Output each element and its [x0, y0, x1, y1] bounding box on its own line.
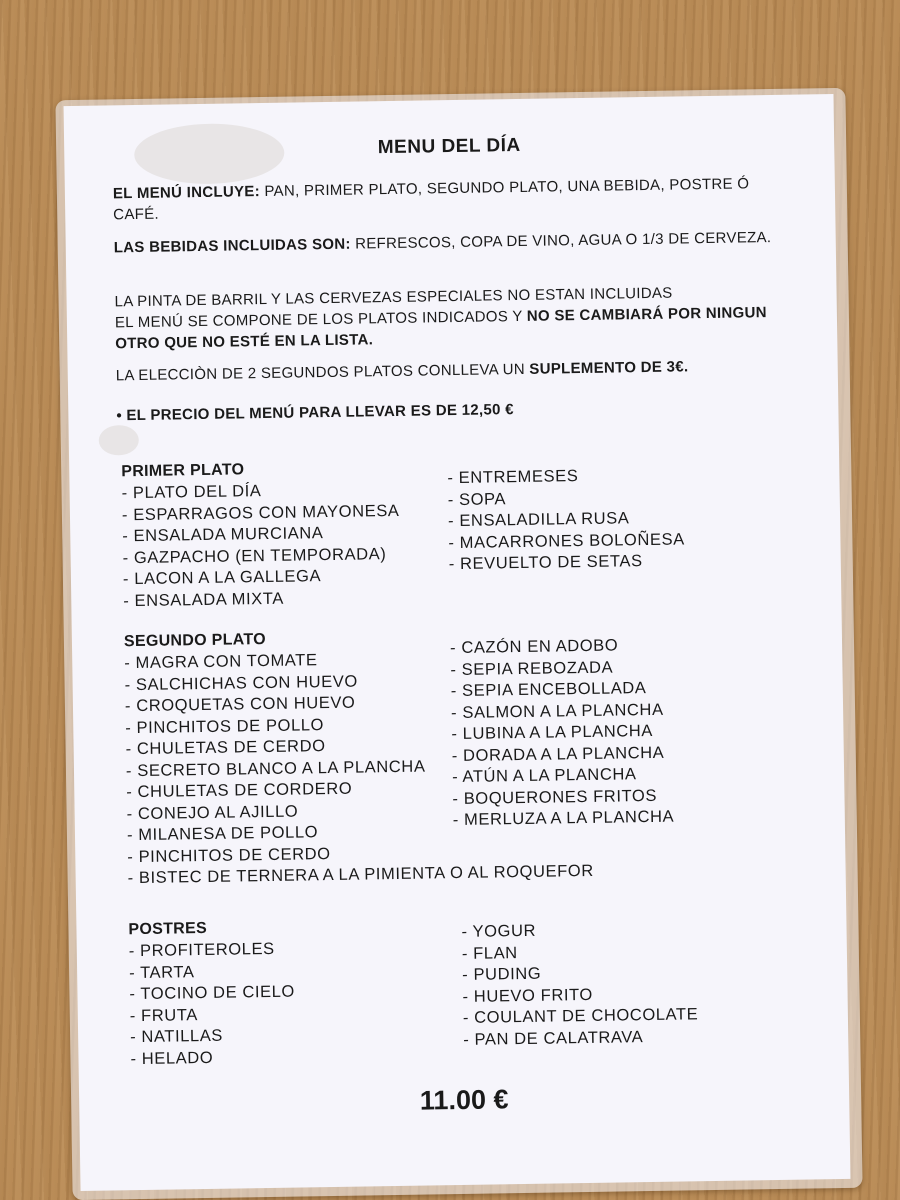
drinks-label: LAS BEBIDAS INCLUIDAS SON:: [113, 235, 351, 257]
postres-right: [461, 918, 698, 1051]
dish-item: - BOQUERONES FRITOS: [452, 786, 658, 808]
note-plain: EL MENÚ SE COMPONE DE LOS PLATOS INDICADOS Y: [114, 307, 527, 332]
supplement-bold: SUPLEMENTO DE 3€.: [529, 358, 689, 378]
dish-item: - SEPIA ENCEBOLLADA: [450, 679, 647, 701]
dish-item: - LUBINA A LA PLANCHA: [451, 721, 654, 744]
dish-item: - ENSALADA MIXTA: [123, 589, 285, 610]
drinks-paragraph: [114, 227, 774, 258]
dish-item: - REVUELTO DE SETAS: [448, 552, 643, 574]
dish-item: - YOGUR: [461, 921, 537, 941]
dish-item: - ENSALADA MURCIANA: [122, 524, 324, 546]
drinks-text: REFRESCOS, COPA DE VINO, AGUA O 1/3 DE CERVEZA.: [350, 229, 772, 253]
dish-item: - SEPIA REBOZADA: [450, 658, 614, 679]
includes-text: PAN, PRIMER PLATO, SEGUNDO PLATO, UNA BEBIDA, POSTRE Ó CAFÉ.: [113, 175, 750, 224]
supplement-paragraph: [116, 355, 776, 386]
dish-item: - NATILLAS: [130, 1026, 224, 1047]
dish-item: - ENSALADILLA RUSA: [447, 509, 630, 531]
menu-title: MENU DEL DÍA: [377, 134, 521, 159]
dish-item: - MAGRA CON TOMATE: [124, 651, 318, 673]
segundo-plato-title: SEGUNDO PLATO: [123, 631, 267, 651]
dish-item: - PINCHITOS DE POLLO: [125, 715, 325, 737]
dish-item: - SALMON A LA PLANCHA: [450, 700, 664, 722]
primer-plato-title: PRIMER PLATO: [121, 461, 245, 481]
supplement-plain: LA ELECCIÒN DE 2 SEGUNDOS PLATOS CONLLEVA UN: [115, 360, 530, 385]
dish-item: - MILANESA DE POLLO: [126, 823, 319, 845]
dish-item: - FLAN: [461, 943, 518, 963]
conditions-paragraph: [114, 281, 775, 354]
dish-item: - BISTEC DE TERNERA A LA PIMIENTA O AL ROQUEFOR: [127, 861, 594, 888]
takeaway-price-note: • EL PRECIO DEL MENÚ PARA LLEVAR ES DE 12,50 €: [116, 401, 514, 425]
includes-label: EL MENÚ INCLUYE:: [112, 183, 261, 203]
note-bold: NO SE CAMBIARÁ POR NINGUN OTRO QUE NO ESTÉ EN LA LISTA.: [115, 304, 767, 353]
dish-item: - HELADO: [130, 1048, 214, 1068]
dish-item: - PROFITEROLES: [128, 939, 275, 961]
dish-item: - MACARRONES BOLOÑESA: [448, 529, 685, 552]
dish-item: - CHULETAS DE CORDERO: [126, 779, 353, 802]
dish-item: - TOCINO DE CIELO: [129, 982, 296, 1004]
dish-item: - SALCHICHAS CON HUEVO: [124, 672, 358, 694]
dish-item: - ATÚN A LA PLANCHA: [451, 765, 637, 787]
dish-item: - DORADA A LA PLANCHA: [451, 743, 665, 765]
postres-title: POSTRES: [128, 919, 208, 939]
stain: [99, 425, 139, 456]
dish-item: - MERLUZA A LA PLANCHA: [452, 807, 675, 830]
dish-item: - GAZPACHO (EN TEMPORADA): [122, 544, 387, 567]
dish-item: - PAN DE CALATRAVA: [463, 1027, 644, 1049]
menu-sheet: [64, 94, 851, 1191]
dish-item: - CROQUETAS CON HUEVO: [124, 693, 356, 716]
dish-item: - PLATO DEL DÍA: [121, 482, 262, 503]
dish-item: - ESPARRAGOS CON MAYONESA: [121, 501, 400, 524]
menu-price: 11.00 €: [419, 1084, 509, 1116]
dish-item: - FRUTA: [129, 1005, 199, 1025]
dish-item: - LACON A LA GALLEGA: [122, 567, 322, 589]
primer-plato-left: [121, 479, 401, 612]
dish-item: - SECRETO BLANCO A LA PLANCHA: [125, 757, 426, 780]
note-line-1: LA PINTA DE BARRIL Y LAS CERVEZAS ESPECIALES NO ESTAN INCLUIDAS: [114, 284, 673, 311]
dish-item: - HUEVO FRITO: [462, 985, 594, 1006]
dish-item: - PINCHITOS DE CERDO: [127, 844, 331, 866]
includes-paragraph: [113, 173, 774, 225]
dish-item: - COULANT DE CHOCOLATE: [462, 1005, 699, 1027]
dish-item: - CONEJO AL AJILLO: [126, 802, 299, 823]
dish-item: - TARTA: [129, 962, 195, 982]
dish-item: - ENTREMESES: [447, 467, 579, 488]
primer-plato-right: [447, 464, 685, 575]
postres-left: [129, 939, 296, 1071]
segundo-plato-right: [450, 635, 674, 832]
dish-item: - SOPA: [447, 489, 507, 509]
note-line-2: [115, 302, 776, 354]
dish-item: - CHULETAS DE CERDO: [125, 737, 326, 759]
dish-item: - CAZÓN EN ADOBO: [449, 636, 619, 658]
dish-item: - PUDING: [462, 964, 542, 984]
